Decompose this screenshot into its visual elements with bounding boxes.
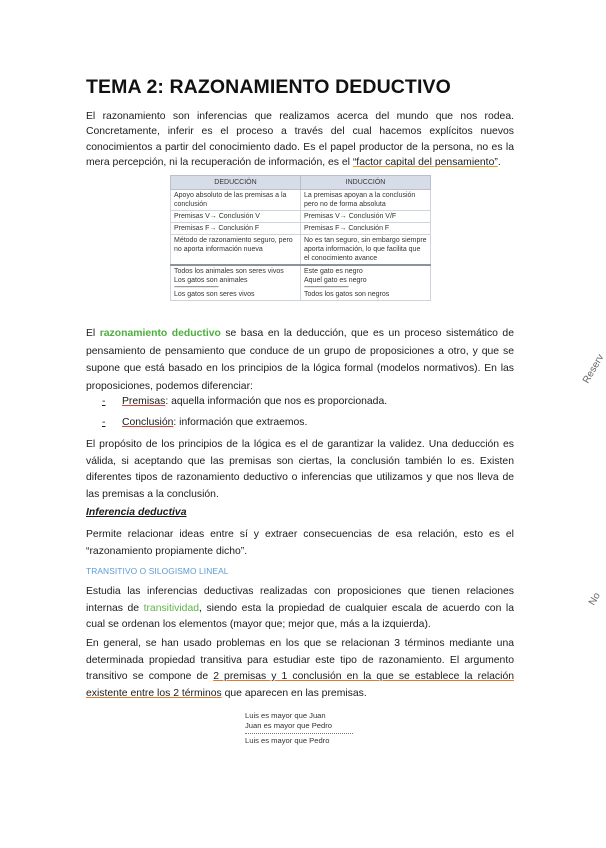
list-item-conclusion	[102, 416, 307, 430]
intro-highlight: “factor capital del pensamiento”	[352, 157, 498, 169]
table-header-row	[171, 176, 431, 190]
table-row	[171, 223, 431, 235]
example-line: Los gatos son seres vivos	[174, 291, 255, 298]
p5-highlight: transitividad	[143, 602, 200, 614]
table-cell: Premisas F→ Conclusión F	[171, 223, 301, 235]
table-row	[171, 235, 431, 266]
inference-paragraph: Permite relacionar ideas entre sí y extraer consecuencias de esa relación, esto es el “razonamiento propiamente dicho”.	[86, 529, 514, 557]
syllogism-premise: Luis es mayor que Juan	[245, 711, 326, 720]
intro-end: .	[497, 157, 501, 169]
table-header-induccion: INDUCCIÓN	[301, 176, 431, 190]
syllogism-example	[245, 711, 353, 746]
watermark-no: No	[587, 590, 603, 608]
comparison-table	[170, 175, 431, 301]
table-row	[171, 211, 431, 223]
watermark-reserv: Reserv	[581, 352, 606, 386]
table-row	[171, 190, 431, 211]
section-heading-transitivo: TRANSITIVO O SILOGISMO LINEAL	[86, 566, 229, 576]
table-cell: Premisas V→ Conclusión V/F	[301, 211, 431, 223]
syllogism-conclusion: Luis es mayor que Pedro	[245, 736, 330, 746]
p2-text-a: El	[86, 328, 100, 339]
page-title: TEMA 2: RAZONAMIENTO DEDUCTIVO	[86, 76, 451, 98]
example-line: Todos los gatos son negros	[304, 291, 390, 298]
intro-text: El razonamiento son inferencias que realizamos acerca del mundo que nos rodea. Concretamente, inferir es el proceso a través del cual hacemos explícitos nuevos conocimientos a partir del conocimiento dado. Es el papel productor de la persona, no es la mera percepción, ni la recuperación de información, es el	[86, 111, 514, 169]
syllogism-premise: Juan es mayor que Pedro	[245, 720, 332, 730]
purpose-paragraph: El propósito de los principios de la lógica es el de garantizar la validez. Una deducción es válida, si aceptando que las premisas son ciertas, la conclusión también lo es. Existen diferentes tipos de razonamiento deductivo o inferencias que utilizamos y que nos lleva de las premisas a la conclusión.	[86, 439, 514, 500]
bullet-dash: -	[102, 396, 106, 407]
transitive-paragraph	[86, 584, 514, 634]
example-induccion	[301, 265, 431, 301]
example-line: Aquel gato es negro	[304, 277, 367, 284]
table-row-examples	[171, 265, 431, 301]
p6-text-b: que aparecen en las premisas.	[221, 687, 367, 699]
table-cell: Premisas V→ Conclusión V	[171, 211, 301, 223]
deductive-paragraph	[86, 325, 514, 395]
table-cell: La premisas apoyan a la conclusión pero no de forma absoluta	[301, 190, 431, 211]
p5-text-a: Estudia las inferencias deductivas realizadas con proposiciones que tienen relaciones internas de	[86, 586, 514, 614]
list-item-premisas	[102, 395, 387, 409]
term-conclusion: Conclusión	[122, 417, 174, 428]
argument-paragraph	[86, 636, 514, 702]
p2-text-b: se basa en la deducción, que es un proceso sistemático de pensamiento de pensamiento que conduce de un grupo de proposiciones a otro, y que se supone que está basado en los principios de la lógica formal (modelos normativos). En las proposiciones, podemos diferenciar:	[86, 328, 514, 392]
table-cell: No es tan seguro, sin embargo siempre aporta información, lo que facilita que el conocimiento avance	[301, 235, 431, 266]
p5-text-b: , siendo esta la propiedad de cualquier escala de acuerdo con la cual se ordenan los elementos (mayor que; mejor que, más a la izquierda).	[86, 602, 514, 630]
table-cell: Apoyo absoluto de las premisas a la conclusión	[171, 190, 301, 211]
example-line: Todos los animales son seres vivos	[174, 268, 284, 275]
example-line: Los gatos son animales	[174, 277, 248, 284]
intro-paragraph	[86, 109, 514, 171]
table-header-deduccion: DEDUCCIÓN	[171, 176, 301, 190]
bullet-text: : aquella información que nos es proporcionada.	[165, 396, 388, 407]
term-premisas: Premisas	[122, 396, 166, 407]
example-deduccion	[171, 265, 301, 301]
bullet-text: : información que extraemos.	[173, 417, 308, 428]
table-cell: Método de razonamiento seguro, pero no aporta información nueva	[171, 235, 301, 266]
table-cell: Premisas F→ Conclusión F	[301, 223, 431, 235]
p6-underlined: 2 premisas y 1 conclusión en la que se establece la relación existente entre los 2 términos	[86, 671, 514, 699]
syllogism-divider	[245, 733, 353, 734]
example-separator: ---------------------------------	[174, 284, 218, 291]
p6-text-a: En general, se han usado problemas en los que se relacionan 3 términos mediante una determinada propiedad transitiva para estudiar este tipo de razonamiento. El argumento transitivo se compone de	[86, 638, 514, 682]
example-separator: ---------------------------------	[304, 284, 348, 291]
p2-highlight: razonamiento deductivo	[99, 328, 221, 339]
bullet-dash: -	[102, 417, 106, 428]
subheading-inferencia-deductiva: Inferencia deductiva	[86, 507, 187, 518]
example-line: Este gato es negro	[304, 268, 363, 275]
